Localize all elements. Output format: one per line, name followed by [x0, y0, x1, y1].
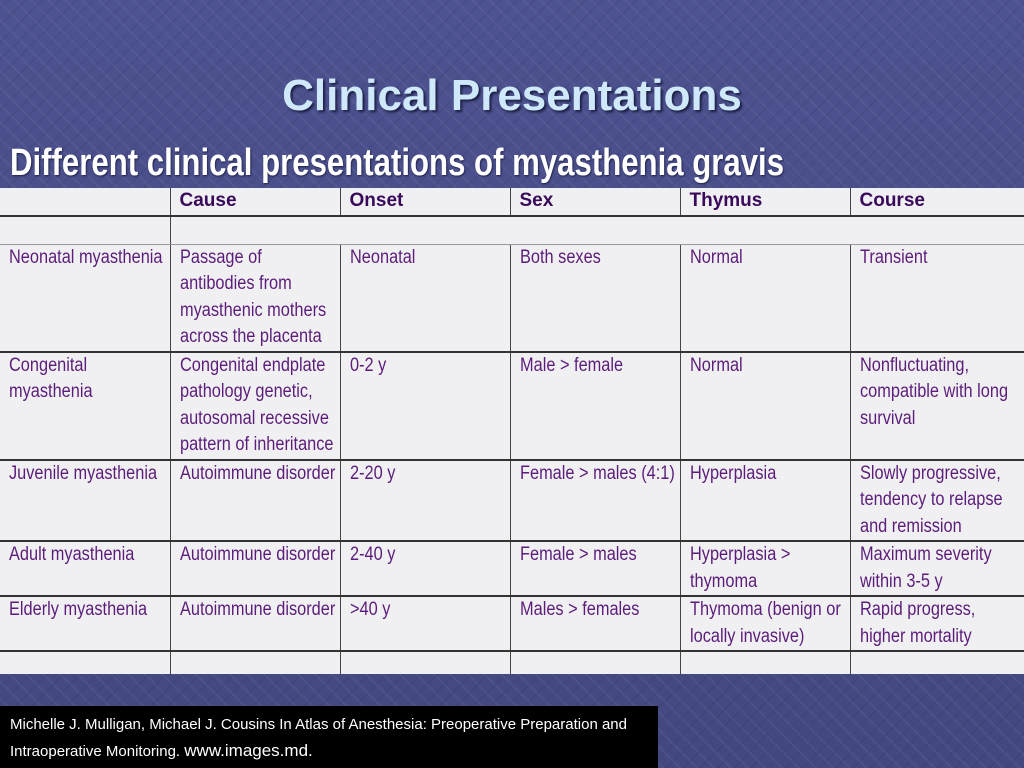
- cell-type: Congenital myasthenia: [0, 352, 170, 460]
- table-row: [0, 596, 1024, 651]
- table-row: [0, 244, 1024, 352]
- table-footer-row: [0, 651, 1024, 674]
- cell-type: Elderly myasthenia: [0, 596, 170, 651]
- cell-course: Maximum severity within 3-5 y: [850, 541, 1024, 596]
- cell-course: Transient: [850, 244, 1024, 352]
- slide-title: Clinical Presentations: [282, 71, 742, 120]
- table-spacer-row: [0, 216, 1024, 245]
- cell-onset: 0-2 y: [340, 352, 510, 460]
- cell-cause: Congenital endplate pathology genetic, autosomal recessive pattern of inheritance: [170, 352, 340, 460]
- cell-thymus: Hyperplasia > thymoma: [680, 541, 850, 596]
- header-cell-course: Course: [850, 188, 1024, 216]
- slide-subtitle: Different clinical presentations of myasthenia gravis: [10, 142, 785, 184]
- cell-sex: Female > males: [510, 541, 680, 596]
- cell-course: Nonfluctuating, compatible with long survival: [850, 352, 1024, 460]
- citation-text: Michelle J. Mulligan, Michael J. Cousins In Atlas of Anesthesia: Preoperative Preparation and Intraoperative Monitoring.: [10, 716, 627, 760]
- cell-onset: Neonatal: [340, 244, 510, 352]
- table-row: [0, 460, 1024, 542]
- citation-url: www.images.md.: [184, 741, 313, 760]
- cell-cause: Autoimmune disorder: [170, 460, 340, 542]
- cell-onset: 2-20 y: [340, 460, 510, 542]
- cell-type: Adult myasthenia: [0, 541, 170, 596]
- cell-sex: Male > female: [510, 352, 680, 460]
- header-cell-cause: Cause: [170, 188, 340, 216]
- header-cell-type: [0, 188, 170, 216]
- cell-cause: Autoimmune disorder: [170, 541, 340, 596]
- cell-course: Slowly progressive, tendency to relapse and remission: [850, 460, 1024, 542]
- table-header-row: [0, 188, 1024, 216]
- cell-type: Neonatal myasthenia: [0, 244, 170, 352]
- cell-sex: Female > males (4:1): [510, 460, 680, 542]
- table-row: [0, 541, 1024, 596]
- cell-thymus: Normal: [680, 352, 850, 460]
- header-cell-sex: Sex: [510, 188, 680, 216]
- header-cell-onset: Onset: [340, 188, 510, 216]
- cell-onset: >40 y: [340, 596, 510, 651]
- cell-sex: Males > females: [510, 596, 680, 651]
- cell-type: Juvenile myasthenia: [0, 460, 170, 542]
- cell-course: Rapid progress, higher mortality: [850, 596, 1024, 651]
- presentations-table: [0, 188, 1024, 674]
- presentations-table-container: [0, 188, 1024, 674]
- table-row: [0, 352, 1024, 460]
- cell-thymus: Thymoma (benign or locally invasive): [680, 596, 850, 651]
- citation-box: [0, 706, 658, 768]
- cell-thymus: Hyperplasia: [680, 460, 850, 542]
- cell-cause: Autoimmune disorder: [170, 596, 340, 651]
- cell-thymus: Normal: [680, 244, 850, 352]
- cell-sex: Both sexes: [510, 244, 680, 352]
- cell-cause: Passage of antibodies from myasthenic mothers across the placenta: [170, 244, 340, 352]
- header-cell-thymus: Thymus: [680, 188, 850, 216]
- cell-onset: 2-40 y: [340, 541, 510, 596]
